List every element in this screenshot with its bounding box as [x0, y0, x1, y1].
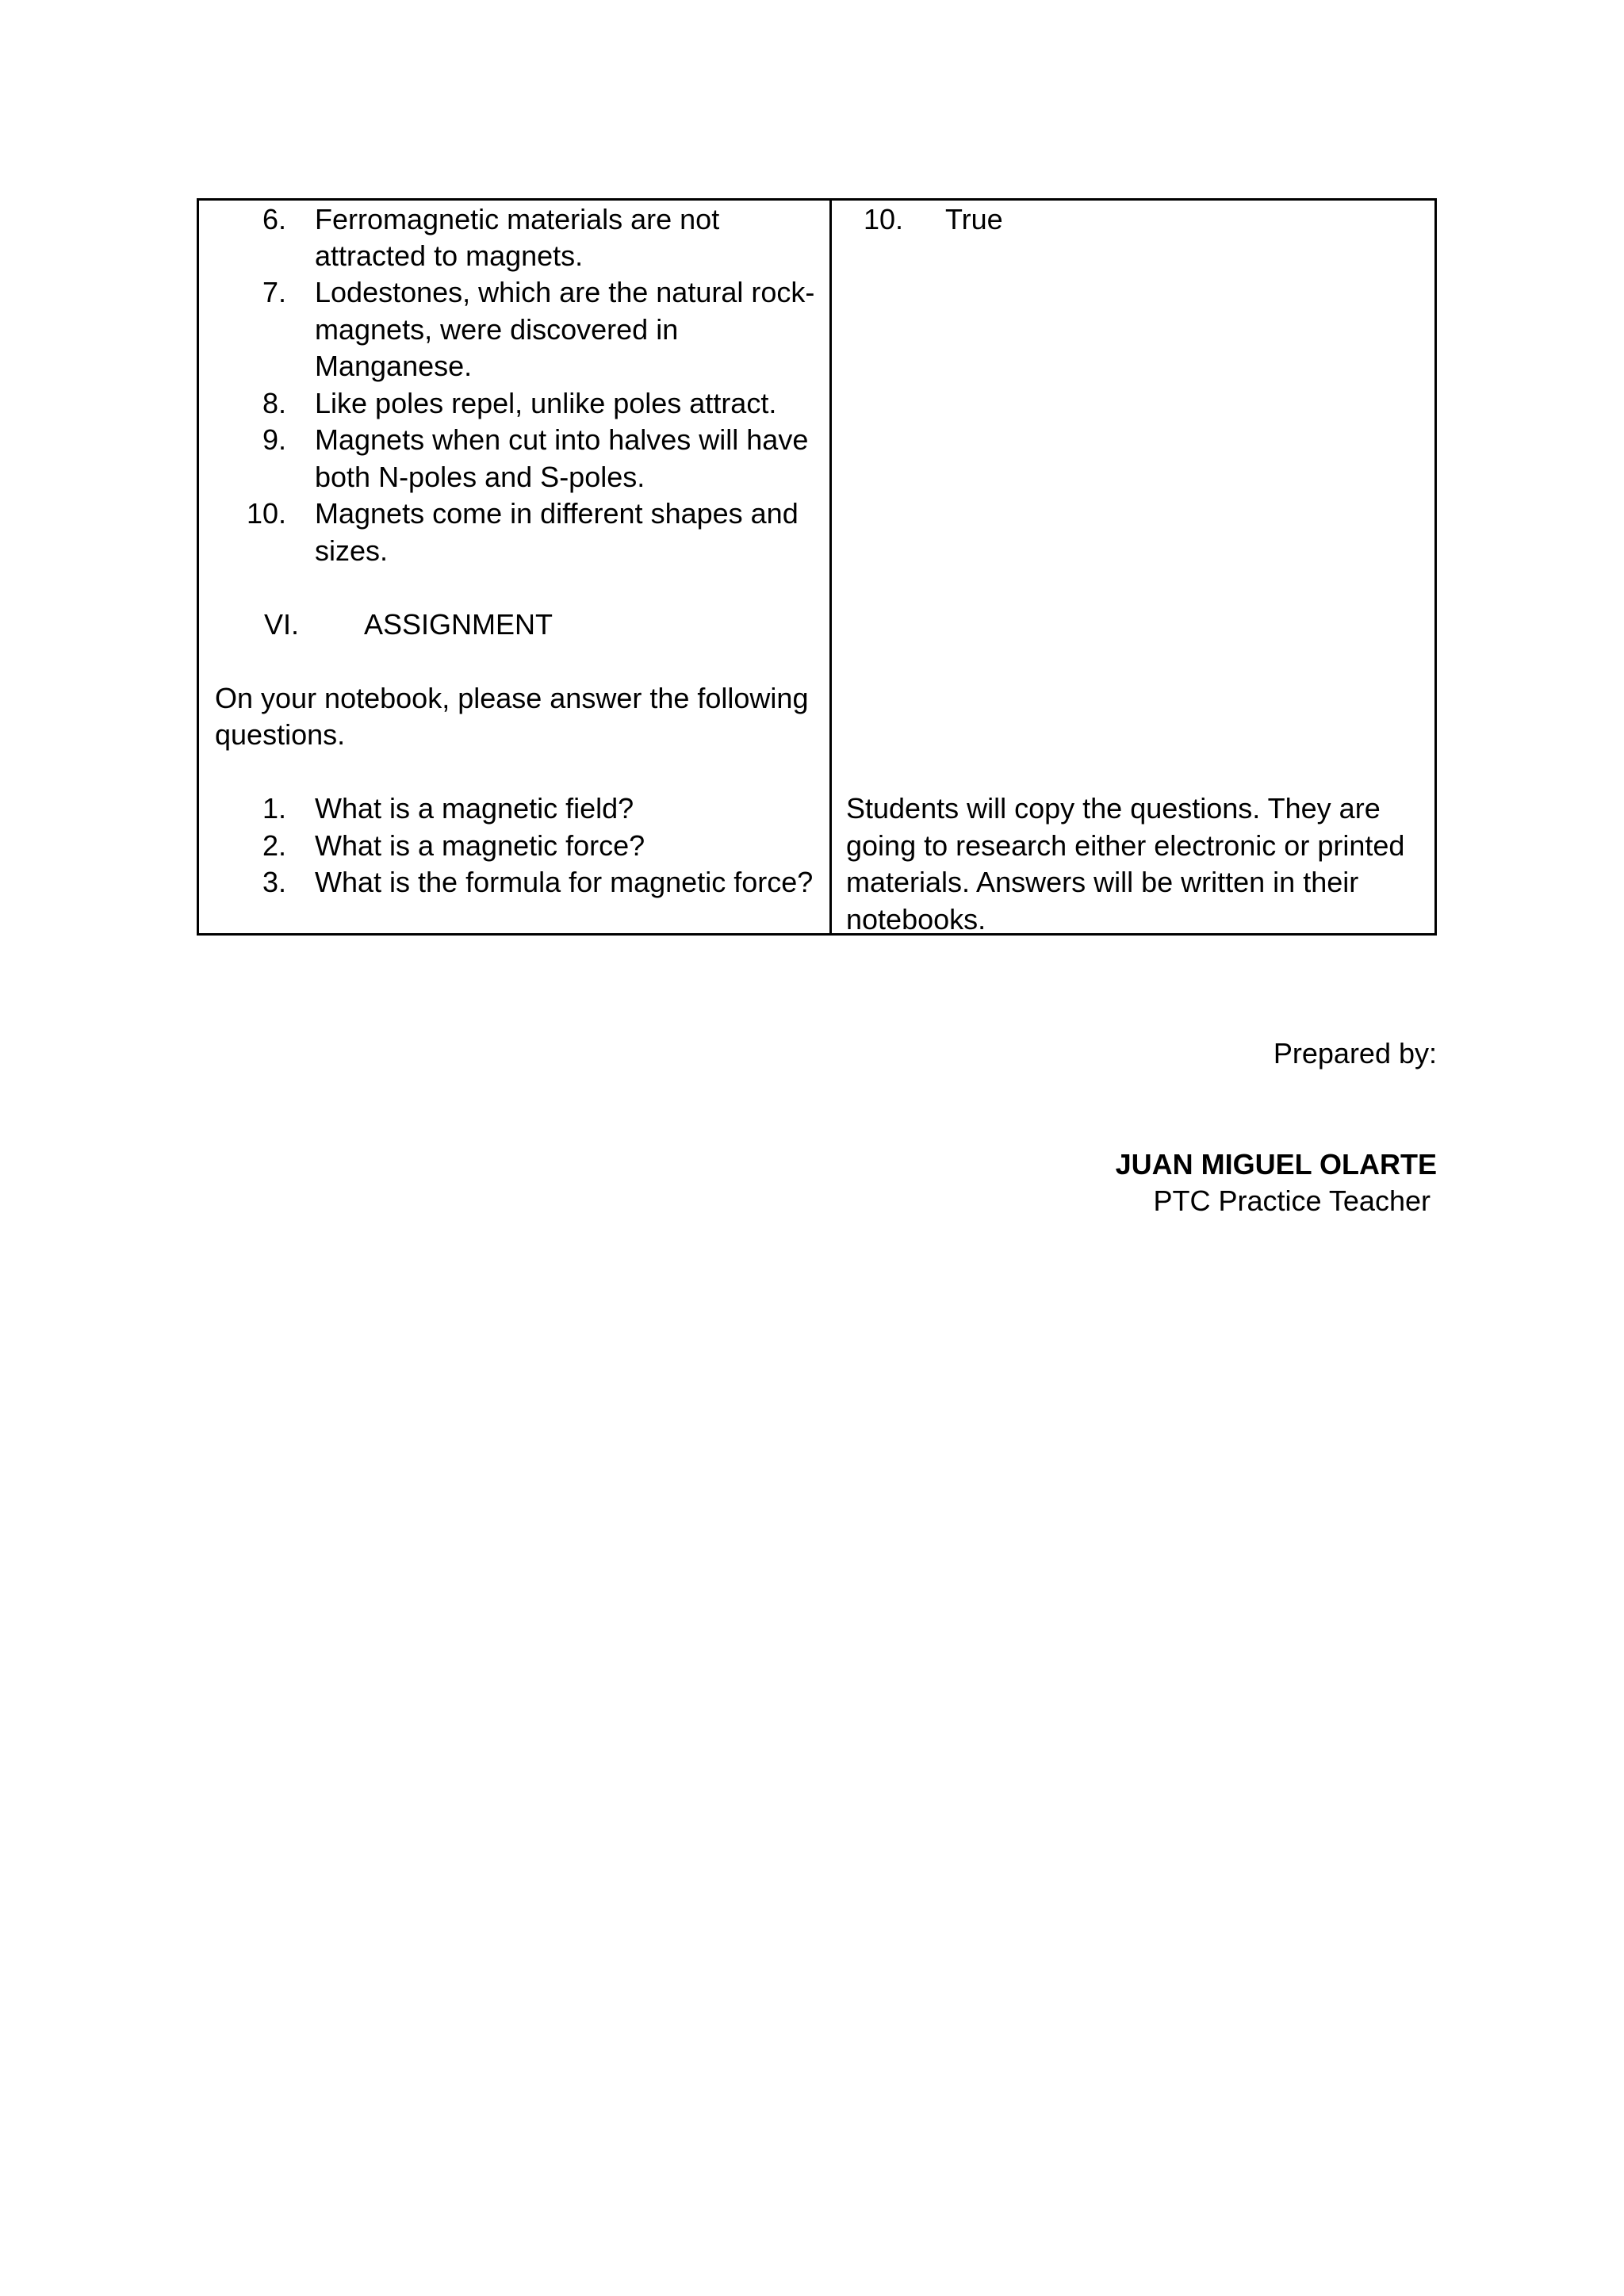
question-number: 1. [262, 792, 286, 825]
student-response-line: Students will copy the questions. They are [846, 792, 1381, 825]
teacher-activity-column [199, 201, 832, 933]
item-number: 10. [246, 497, 286, 530]
item-text: attracted to magnets. [315, 239, 584, 272]
item-text: magnets, were discovered in [315, 313, 679, 346]
item-text: Manganese. [315, 350, 473, 382]
student-response-line: notebooks. [846, 903, 986, 936]
question-number: 2. [262, 829, 286, 862]
student-activity-column [832, 201, 1434, 936]
question-text: What is the formula for magnetic force? [315, 866, 814, 898]
item-text: Magnets come in different shapes and [315, 497, 799, 530]
item-number: 6. [262, 203, 286, 235]
preparer-role: PTC Practice Teacher [1153, 1184, 1431, 1217]
section-number: VI. [264, 608, 300, 641]
item-text: both N-poles and S-poles. [315, 461, 645, 493]
item-text: Like poles repel, unlike poles attract. [315, 387, 777, 419]
answer-text: True [945, 203, 1003, 235]
assignment-instruction: questions. [215, 718, 346, 751]
preparer-name: JUAN MIGUEL OLARTE [1115, 1148, 1437, 1181]
section-heading: ASSIGNMENT [364, 608, 553, 641]
item-number: 7. [262, 276, 286, 308]
question-text: What is a magnetic field? [315, 792, 634, 825]
item-text: sizes. [315, 534, 389, 567]
question-text: What is a magnetic force? [315, 829, 645, 862]
answer-number: 10. [863, 203, 903, 235]
prepared-by-label: Prepared by: [1273, 1037, 1437, 1070]
assignment-instruction: On your notebook, please answer the following [215, 682, 809, 714]
student-response-line: materials. Answers will be written in their [846, 866, 1359, 898]
lesson-plan-table [197, 198, 1437, 936]
item-text: Magnets when cut into halves will have [315, 423, 809, 456]
item-number: 8. [262, 387, 286, 419]
item-number: 9. [262, 423, 286, 456]
item-text: Lodestones, which are the natural rock- [315, 276, 815, 308]
student-response-line: going to research either electronic or printed [846, 829, 1405, 862]
item-text: Ferromagnetic materials are not [315, 203, 720, 235]
question-number: 3. [262, 866, 286, 898]
